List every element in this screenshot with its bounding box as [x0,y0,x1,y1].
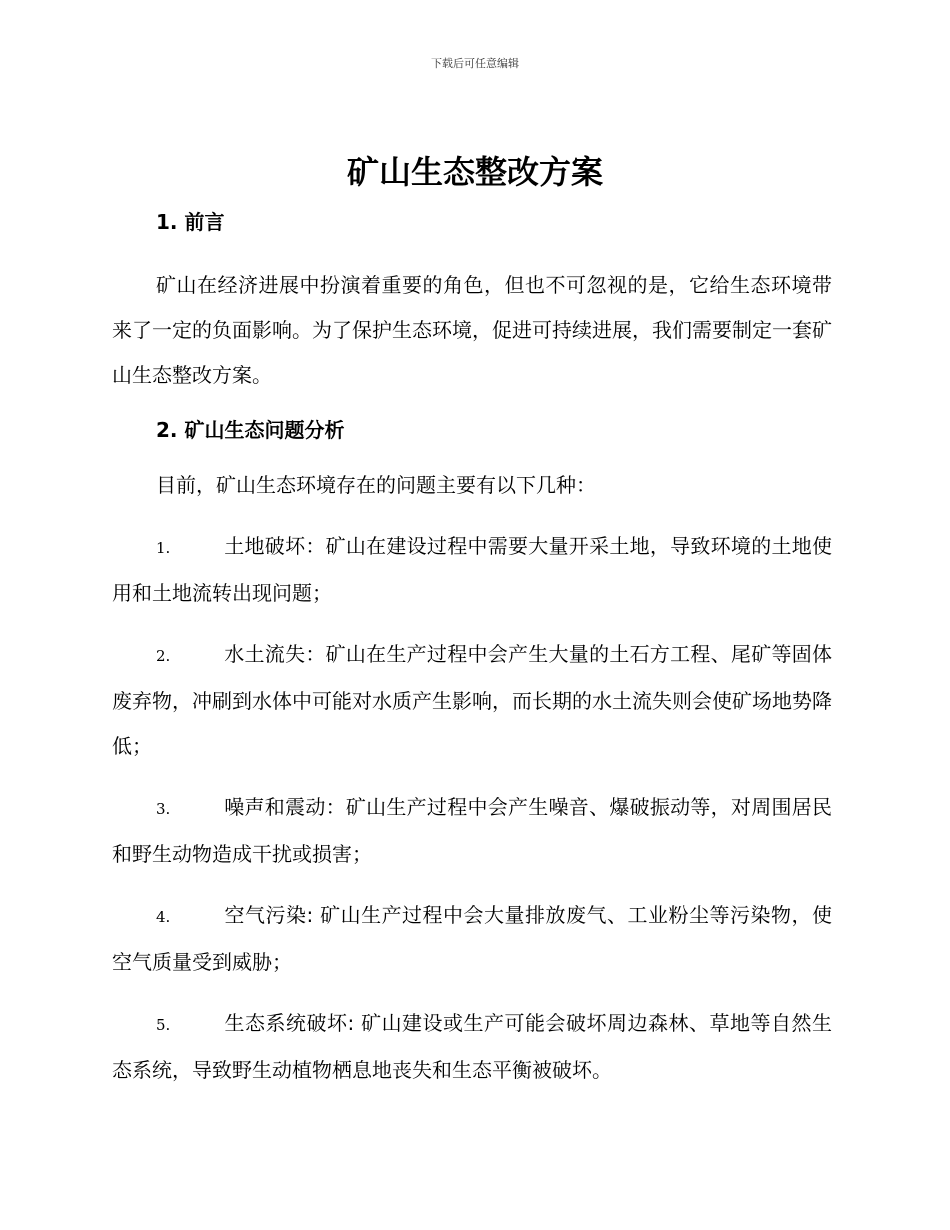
section-heading-problem-analysis: 2. 矿山生态问题分析 [156,418,345,442]
header-note: 下载后可任意编辑 [431,57,519,70]
list-item [112,524,832,616]
problem-intro-paragraph: 目前，矿山生态环境存在的问题主要有以下几种： [156,473,596,497]
list-item-number: 5. [156,1016,171,1034]
list-item [112,1001,832,1093]
list-item [112,785,832,877]
list-item-text: 空气污染: 矿山生产过程中会大量排放废气、工业粉尘等污染物，使空气质量受到威胁； [112,903,832,974]
list-item [112,893,832,985]
document-title: 矿山生态整改方案 [346,153,603,191]
list-item-number: 4. [156,908,171,926]
section-heading-preface: 1. 前言 [156,210,225,234]
list-item-text: 水土流失：矿山在生产过程中会产生大量的土石方工程、尾矿等固体废弃物，冲刷到水体中可能对水质产生影响，而长期的水土流失则会使矿场地势降低； [112,642,832,758]
list-item-text: 生态系统破坏: 矿山建设或生产可能会破坏周边森林、草地等自然生态系统，导致野生动植物栖息地丧失和生态平衡被破坏。 [112,1011,832,1082]
list-item-number: 1. [156,539,171,557]
document-body [112,205,832,1093]
list-item [112,632,832,769]
list-item-text: 噪声和震动：矿山生产过程中会产生噪音、爆破振动等，对周围居民和野生动物造成干扰或损害； [112,795,832,866]
list-item-number: 2. [156,647,171,665]
list-item-text: 土地破坏：矿山在建设过程中需要大量开采土地，导致环境的土地使用和土地流转出现问题； [112,534,832,605]
preface-paragraph: 矿山在经济进展中扮演着重要的角色，但也不可忽视的是，它给生态环境带来了一定的负面影响。为了保护生态环境，促进可持续进展，我们需要制定一套矿山生态整改方案。 [112,273,832,387]
list-item-number: 3. [156,800,171,818]
